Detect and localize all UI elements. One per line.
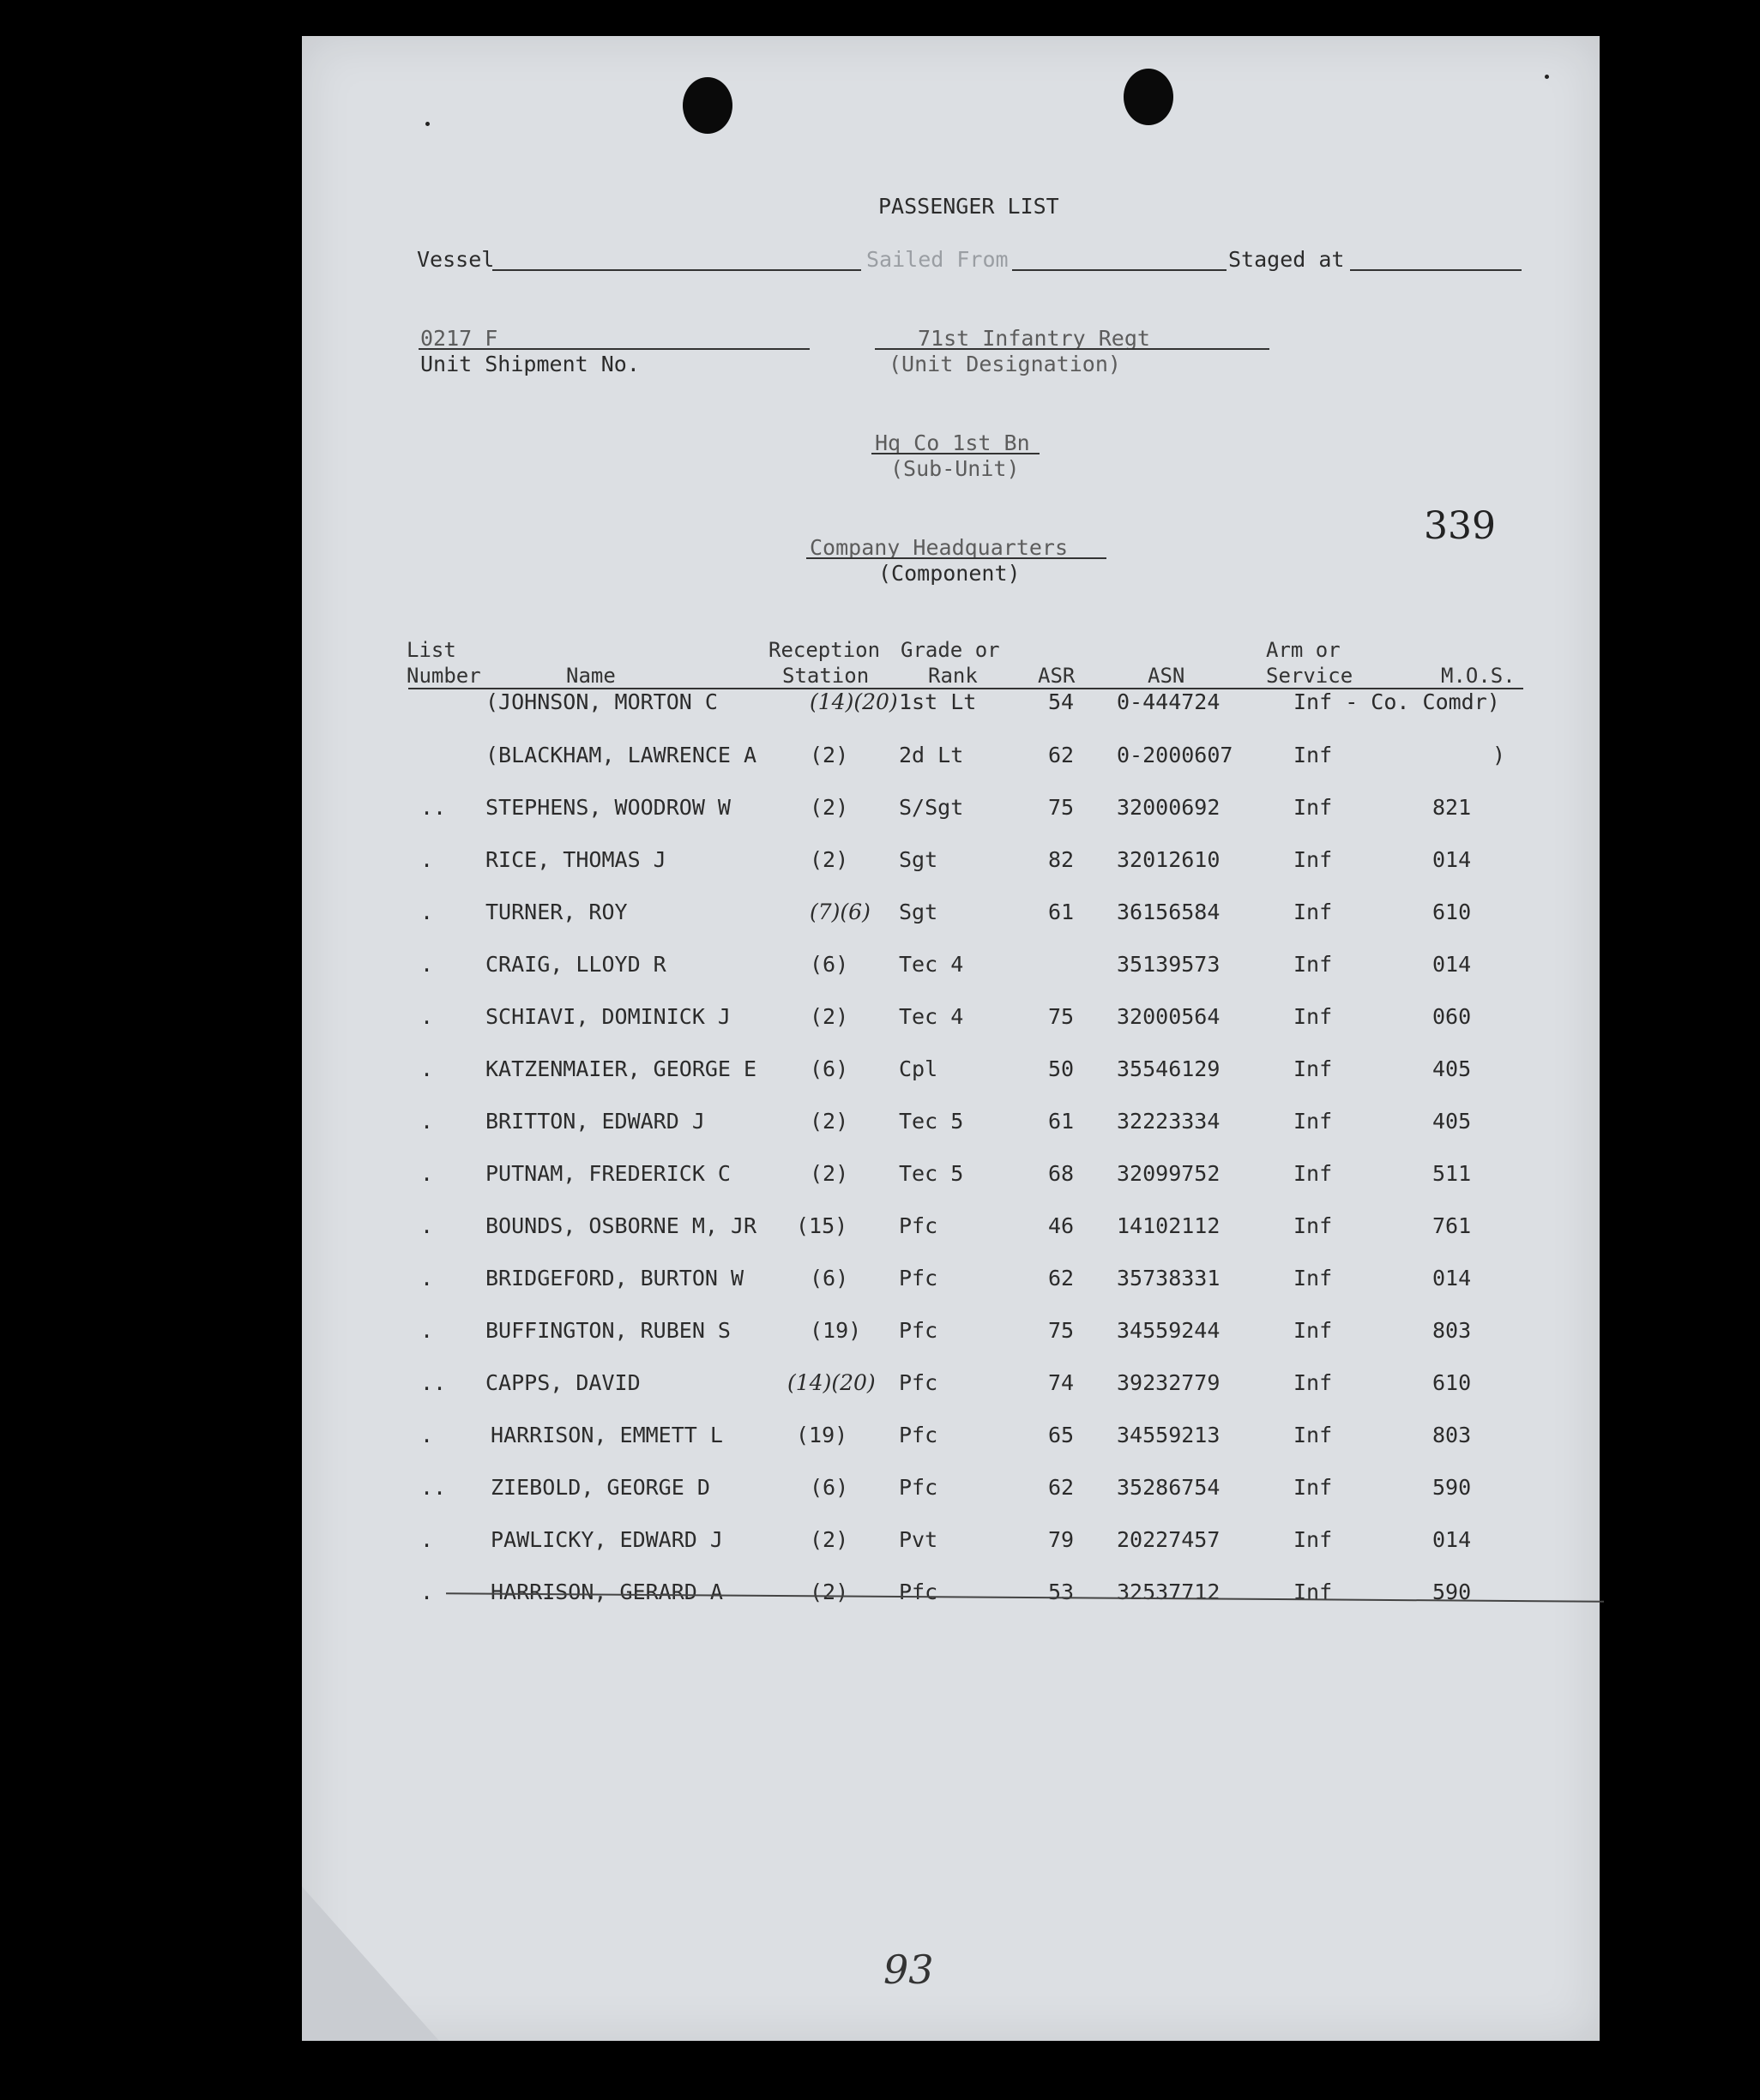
row-name: KATZENMAIER, GEORGE E: [485, 1056, 757, 1081]
row-mos: 014: [1432, 1266, 1472, 1291]
row-name: SCHIAVI, DOMINICK J: [485, 1004, 731, 1029]
sub-unit-value: Hq Co 1st Bn: [875, 430, 1030, 455]
table-row: [0, 1213, 1760, 1248]
col-reception-2: Station: [782, 664, 870, 688]
row-asn: 36156584: [1117, 900, 1221, 924]
row-asr: 68: [1048, 1161, 1075, 1186]
col-asn: ASN: [1148, 664, 1185, 688]
table-row: [0, 1475, 1760, 1509]
table-row: [0, 952, 1760, 986]
row-name: BRIDGEFORD, BURTON W: [485, 1266, 744, 1291]
row-grade: Tec 5: [899, 1161, 964, 1186]
row-arm: Inf: [1293, 1109, 1333, 1134]
speck: [1545, 75, 1549, 79]
row-grade: Pfc: [899, 1475, 938, 1500]
row-reception-station: (15): [796, 1213, 848, 1238]
table-row: [0, 689, 1760, 724]
col-name: Name: [566, 664, 616, 688]
row-name: PAWLICKY, EDWARD J: [491, 1527, 723, 1552]
row-asn: 14102112: [1117, 1213, 1221, 1238]
row-mos: 014: [1432, 1527, 1472, 1552]
row-bullet: .: [420, 952, 434, 977]
row-grade: Sgt: [899, 900, 938, 924]
row-mos: 590: [1432, 1475, 1472, 1500]
component-line: [806, 557, 1106, 559]
row-bullet: ..: [420, 1370, 447, 1395]
row-arm: Inf: [1293, 1056, 1333, 1081]
unit-designation-value: 71st Infantry Regt: [918, 326, 1150, 351]
row-asn: 0-2000607: [1117, 743, 1233, 767]
row-name: BRITTON, EDWARD J: [485, 1109, 705, 1134]
col-grade-1: Grade or: [901, 638, 1000, 662]
row-mos: 060: [1432, 1004, 1472, 1029]
row-arm: Inf: [1293, 795, 1333, 820]
row-reception-station: (6): [810, 952, 849, 977]
row-grade: Pfc: [899, 1266, 938, 1291]
row-asr: 61: [1048, 1109, 1075, 1134]
row-name: HARRISON, EMMETT L: [491, 1423, 723, 1447]
row-grade: Tec 4: [899, 1004, 964, 1029]
sailed-from-line: [1012, 269, 1227, 271]
row-bullet: .: [420, 900, 434, 924]
table-row: [0, 1318, 1760, 1352]
row-asn: 32000692: [1117, 795, 1221, 820]
row-grade: Pfc: [899, 1370, 938, 1395]
row-asn: 32099752: [1117, 1161, 1221, 1186]
row-arm: Inf: [1293, 847, 1333, 872]
table-row: [0, 1423, 1760, 1457]
row-mos: 405: [1432, 1109, 1472, 1134]
row-asr: 46: [1048, 1213, 1075, 1238]
row-reception-station: (2): [810, 1161, 849, 1186]
row-mos: 803: [1432, 1423, 1472, 1447]
table-row: [0, 1266, 1760, 1300]
row-asr: 50: [1048, 1056, 1075, 1081]
row-arm: Inf: [1293, 900, 1333, 924]
row-mos: 761: [1432, 1213, 1472, 1238]
table-row: [0, 1056, 1760, 1091]
staged-at-label: Staged at: [1228, 247, 1345, 272]
row-reception-station: (2): [810, 1004, 849, 1029]
unit-shipment-value: 0217 F: [420, 326, 498, 351]
row-arm: Inf: [1293, 1161, 1333, 1186]
row-bullet: .: [420, 1161, 434, 1186]
row-asn: 35546129: [1117, 1056, 1221, 1081]
staged-at-line: [1350, 269, 1522, 271]
punch-hole-right: [1124, 69, 1173, 125]
row-reception-station: (19): [796, 1423, 848, 1447]
row-arm: Inf - Co. Comdr): [1293, 689, 1500, 714]
row-arm: Inf: [1293, 1213, 1333, 1238]
page-stamp-number: 339: [1424, 504, 1496, 548]
row-reception-station: (14)(20): [810, 689, 898, 714]
row-reception-station: (6): [810, 1056, 849, 1081]
row-asr: 82: [1048, 847, 1075, 872]
row-grade: S/Sgt: [899, 795, 964, 820]
row-mos: 610: [1432, 1370, 1472, 1395]
table-row: [0, 847, 1760, 882]
row-reception-station: (2): [810, 1109, 849, 1134]
row-bullet: .: [420, 1213, 434, 1238]
row-asr: 62: [1048, 743, 1075, 767]
sub-unit-line: [871, 453, 1040, 454]
form-title: PASSENGER LIST: [878, 194, 1059, 219]
row-grade: Tec 4: [899, 952, 964, 977]
row-mos: 610: [1432, 900, 1472, 924]
col-mos: M.O.S.: [1441, 664, 1516, 688]
row-asn: 20227457: [1117, 1527, 1221, 1552]
row-grade: 2d Lt: [899, 743, 964, 767]
row-arm: Inf: [1293, 1527, 1333, 1552]
row-reception-station: (14)(20): [787, 1370, 876, 1395]
row-asr: 79: [1048, 1527, 1075, 1552]
row-bullet: .: [420, 1423, 434, 1447]
row-reception-station: (19): [810, 1318, 862, 1343]
row-name: PUTNAM, FREDERICK C: [485, 1161, 731, 1186]
row-name: CAPPS, DAVID: [485, 1370, 641, 1395]
row-asr: 65: [1048, 1423, 1075, 1447]
row-bullet: .: [420, 1318, 434, 1343]
row-grade: Tec 5: [899, 1109, 964, 1134]
row-name: (BLACKHAM, LAWRENCE A: [485, 743, 757, 767]
row-bullet: .: [420, 1056, 434, 1081]
row-arm: Inf: [1293, 1580, 1333, 1604]
punch-hole-left: [683, 77, 732, 134]
col-list-number-1: List: [407, 638, 456, 662]
unit-designation-label: (Unit Designation): [889, 352, 1121, 376]
col-asr: ASR: [1038, 664, 1076, 688]
row-name: ZIEBOLD, GEORGE D: [491, 1475, 710, 1500]
row-reception-station: (2): [810, 1580, 849, 1604]
row-grade: Pfc: [899, 1423, 938, 1447]
row-reception-station: (6): [810, 1266, 849, 1291]
row-reception-station: (2): [810, 795, 849, 820]
row-arm: Inf: [1293, 1004, 1333, 1029]
table-row: [0, 900, 1760, 934]
row-asr: 75: [1048, 1004, 1075, 1029]
row-reception-station: (2): [810, 847, 849, 872]
vessel-label: Vessel: [417, 247, 495, 272]
table-row: [0, 795, 1760, 829]
row-grade: Pvt: [899, 1527, 938, 1552]
row-asr: 75: [1048, 795, 1075, 820]
row-grade: Pfc: [899, 1213, 938, 1238]
row-arm: Inf: [1293, 952, 1333, 977]
vessel-line: [492, 269, 861, 271]
row-asn: 35738331: [1117, 1266, 1221, 1291]
sailed-from-label: Sailed From: [866, 247, 1009, 272]
row-name: STEPHENS, WOODROW W: [485, 795, 731, 820]
unit-shipment-line: [419, 348, 810, 350]
row-asr: 54: [1048, 689, 1075, 714]
unit-shipment-label: Unit Shipment No.: [420, 352, 640, 376]
row-reception-station: (2): [810, 1527, 849, 1552]
row-grade: Cpl: [899, 1056, 938, 1081]
row-reception-station: (7)(6): [810, 900, 871, 924]
row-mos: 590: [1432, 1580, 1472, 1604]
row-asn: 32223334: [1117, 1109, 1221, 1134]
row-reception-station: (6): [810, 1475, 849, 1500]
row-asn: 35139573: [1117, 952, 1221, 977]
table-row: [0, 1161, 1760, 1195]
row-reception-station: (2): [810, 743, 849, 767]
row-name: BOUNDS, OSBORNE M, JR: [485, 1213, 757, 1238]
row-grade: Pfc: [899, 1318, 938, 1343]
row-name: BUFFINGTON, RUBEN S: [485, 1318, 731, 1343]
col-grade-2: Rank: [928, 664, 978, 688]
row-grade: 1st Lt: [899, 689, 977, 714]
row-asn: 35286754: [1117, 1475, 1221, 1500]
row-asr: 62: [1048, 1475, 1075, 1500]
row-asn: 32537712: [1117, 1580, 1221, 1604]
row-name: (JOHNSON, MORTON C: [485, 689, 718, 714]
row-mos: 014: [1432, 952, 1472, 977]
col-list-number-2: Number: [407, 664, 481, 688]
row-grade: Pfc: [899, 1580, 938, 1604]
row-mos: 405: [1432, 1056, 1472, 1081]
row-bullet: ..: [420, 795, 447, 820]
table-row: [0, 1004, 1760, 1038]
row-bullet: ..: [420, 1475, 447, 1500]
row-asn: 34559244: [1117, 1318, 1221, 1343]
table-row: [0, 1527, 1760, 1561]
row-arm: Inf: [1293, 1423, 1333, 1447]
row-bullet: .: [420, 1266, 434, 1291]
row-bullet: .: [420, 1004, 434, 1029]
row-arm: Inf: [1293, 743, 1333, 767]
row-asn: 32012610: [1117, 847, 1221, 872]
row-bullet: .: [420, 1527, 434, 1552]
row-asr: 75: [1048, 1318, 1075, 1343]
col-reception-1: Reception: [768, 638, 881, 662]
row-bullet: .: [420, 1109, 434, 1134]
row-asn: 0-444724: [1117, 689, 1221, 714]
row-asn: 32000564: [1117, 1004, 1221, 1029]
row-name: CRAIG, LLOYD R: [485, 952, 666, 977]
row-bullet: .: [420, 847, 434, 872]
row-mos: 821: [1432, 795, 1472, 820]
row-mos: 803: [1432, 1318, 1472, 1343]
component-value: Company Headquarters: [810, 535, 1069, 560]
row-name: TURNER, ROY: [485, 900, 628, 924]
row-asr: 53: [1048, 1580, 1075, 1604]
row-asr: 74: [1048, 1370, 1075, 1395]
row-name: HARRISON, GERARD A: [491, 1580, 723, 1604]
component-label: (Component): [878, 561, 1021, 586]
table-row: [0, 1370, 1760, 1405]
row-arm: Inf: [1293, 1318, 1333, 1343]
row-bullet: .: [420, 1580, 434, 1604]
unit-designation-line: [875, 348, 1269, 350]
table-row: [0, 1109, 1760, 1143]
handwritten-page-number: 93: [883, 1947, 934, 1993]
row-asr: 62: [1048, 1266, 1075, 1291]
row-arm: Inf: [1293, 1266, 1333, 1291]
col-arm-1: Arm or: [1266, 638, 1341, 662]
row-name: RICE, THOMAS J: [485, 847, 666, 872]
row-mos: 511: [1432, 1161, 1472, 1186]
row-mos: ): [1492, 743, 1506, 767]
col-arm-2: Service: [1266, 664, 1353, 688]
row-mos: 014: [1432, 847, 1472, 872]
row-asn: 39232779: [1117, 1370, 1221, 1395]
row-arm: Inf: [1293, 1475, 1333, 1500]
speck: [425, 122, 430, 126]
table-row: [0, 743, 1760, 777]
row-arm: Inf: [1293, 1370, 1333, 1395]
row-grade: Sgt: [899, 847, 938, 872]
row-asr: 61: [1048, 900, 1075, 924]
sub-unit-label: (Sub-Unit): [890, 456, 1020, 481]
row-asn: 34559213: [1117, 1423, 1221, 1447]
